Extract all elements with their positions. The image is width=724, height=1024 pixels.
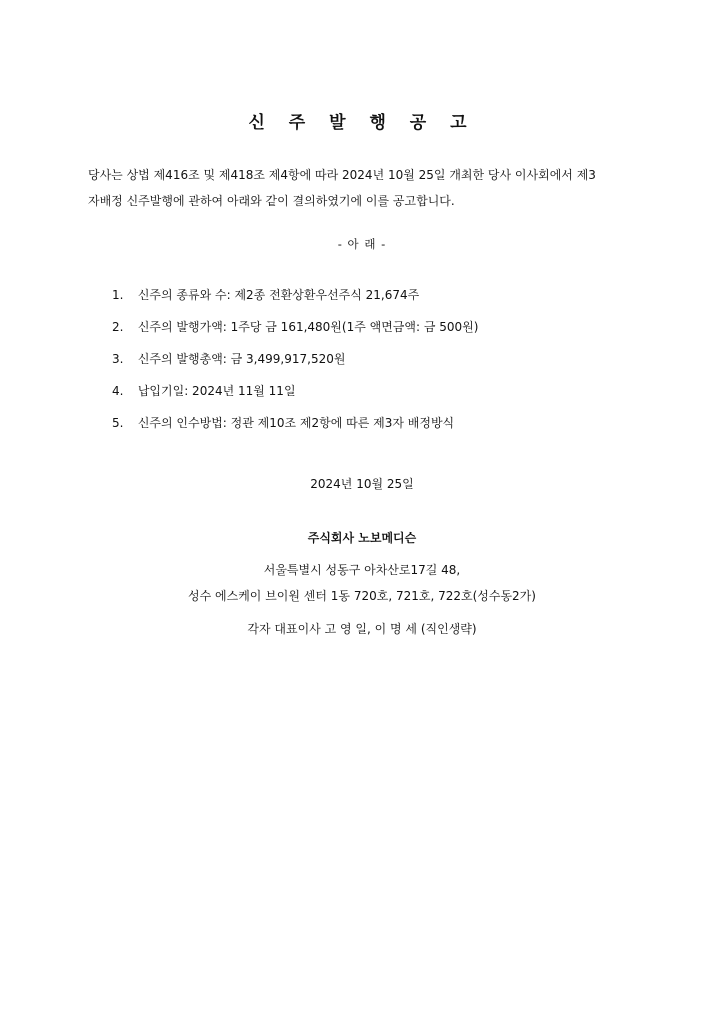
section-label: - 아 래 - bbox=[337, 237, 387, 251]
notice-date: 2024년 10월 25일 bbox=[310, 477, 414, 491]
list-item-text: 신주의 발행가액: 1주당 금 161,480원(1주 액면금액: 금 500원) bbox=[137, 320, 479, 334]
list-item bbox=[112, 348, 652, 380]
list-item bbox=[112, 380, 652, 412]
intro-paragraph bbox=[88, 162, 644, 214]
company-name: 주식회사 노보메디슨 bbox=[307, 531, 417, 545]
document-title: 신 주 발 행 공 고 bbox=[248, 113, 476, 133]
list-item-number: 1. bbox=[112, 288, 124, 302]
list-item bbox=[112, 412, 652, 444]
list-item-number: 3. bbox=[112, 352, 124, 366]
list-item-text: 신주의 종류와 수: 제2종 전환상환우선주식 21,674주 bbox=[137, 288, 420, 302]
list-item-text: 신주의 발행총액: 금 3,499,917,520원 bbox=[137, 352, 346, 366]
list-item-number: 4. bbox=[112, 384, 124, 398]
list-item bbox=[112, 316, 652, 348]
issue-details-list bbox=[112, 284, 652, 444]
intro-line-1: 당사는 상법 제416조 및 제418조 제4항에 따라 2024년 10월 25일 개최한 당사 이사회에서 제3 bbox=[88, 168, 596, 182]
list-item-text: 납입기일: 2024년 11월 11일 bbox=[137, 384, 296, 398]
address-line-2: 성수 에스케이 브이원 센터 1동 720호, 721호, 722호(성수동2가) bbox=[188, 589, 536, 603]
list-item bbox=[112, 284, 652, 316]
list-item-text: 신주의 인수방법: 정관 제10조 제2항에 따른 제3자 배정방식 bbox=[137, 416, 455, 430]
list-item-number: 2. bbox=[112, 320, 124, 334]
intro-line-2: 자배정 신주발행에 관하여 아래와 같이 결의하였기에 이를 공고합니다. bbox=[88, 194, 455, 208]
representative-line: 각자 대표이사 고 영 일, 이 명 세 (직인생략) bbox=[247, 622, 477, 636]
list-item-number: 5. bbox=[112, 416, 124, 430]
address-line-1: 서울특별시 성동구 아차산로17길 48, bbox=[263, 563, 461, 577]
